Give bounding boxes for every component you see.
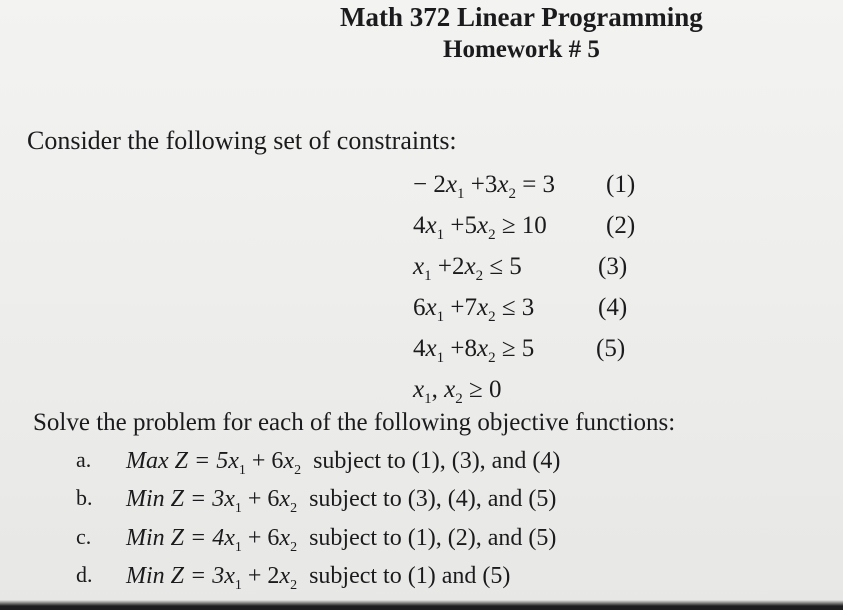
problem-b: Min $Z = 3x_1 + 6x_2$ subject to (3), (4), and (5) xyxy=(126,486,557,516)
course-title: Math 372 Linear Programming xyxy=(340,2,703,32)
constraint-nonnegativity: $x_1$, $x_2 \ge 0$ xyxy=(413,376,502,407)
problem-c: Min $Z = 4x_1 + 6x_2$ subject to (1), (2), and (5) xyxy=(126,525,557,555)
constraint-1: − $2x_1 +3x_2 = 3$ xyxy=(413,171,556,202)
constraint-2: $4x_1 +5x_2 \ge 10$ xyxy=(413,212,547,243)
constraint-5: $4x_1 +8x_2 \ge 5$ xyxy=(413,335,535,366)
constraint-number-4: (4) xyxy=(598,294,628,321)
constraint-number-3: (3) xyxy=(598,253,628,280)
intro-text: Consider the following set of constraints: xyxy=(27,126,457,155)
problem-d: Min $Z = 3x_1 + 2x_2$ subject to (1) and (5) xyxy=(126,563,511,593)
constraint-4: $6x_1 +7x_2 \le 3$ xyxy=(413,294,535,325)
page-bottom-edge xyxy=(0,600,843,610)
constraint-3: $x_1 +2x_2 \le 5$ xyxy=(413,253,522,284)
problem-b-letter: b. xyxy=(76,485,93,510)
constraint-number-1: (1) xyxy=(606,171,636,198)
problem-c-letter: c. xyxy=(76,524,92,549)
problem-a: Max $Z = 5x_1 + 6x_2$ subject to (1), (3), and (4) xyxy=(126,448,561,478)
instruction-text: Solve the problem for each of the following objective functions: xyxy=(33,409,676,436)
problem-a-letter: a. xyxy=(76,447,92,472)
problem-d-letter: d. xyxy=(76,562,93,587)
assignment-title: Homework # 5 xyxy=(443,36,600,63)
constraint-number-5: (5) xyxy=(596,335,626,362)
constraint-number-2: (2) xyxy=(606,212,636,239)
